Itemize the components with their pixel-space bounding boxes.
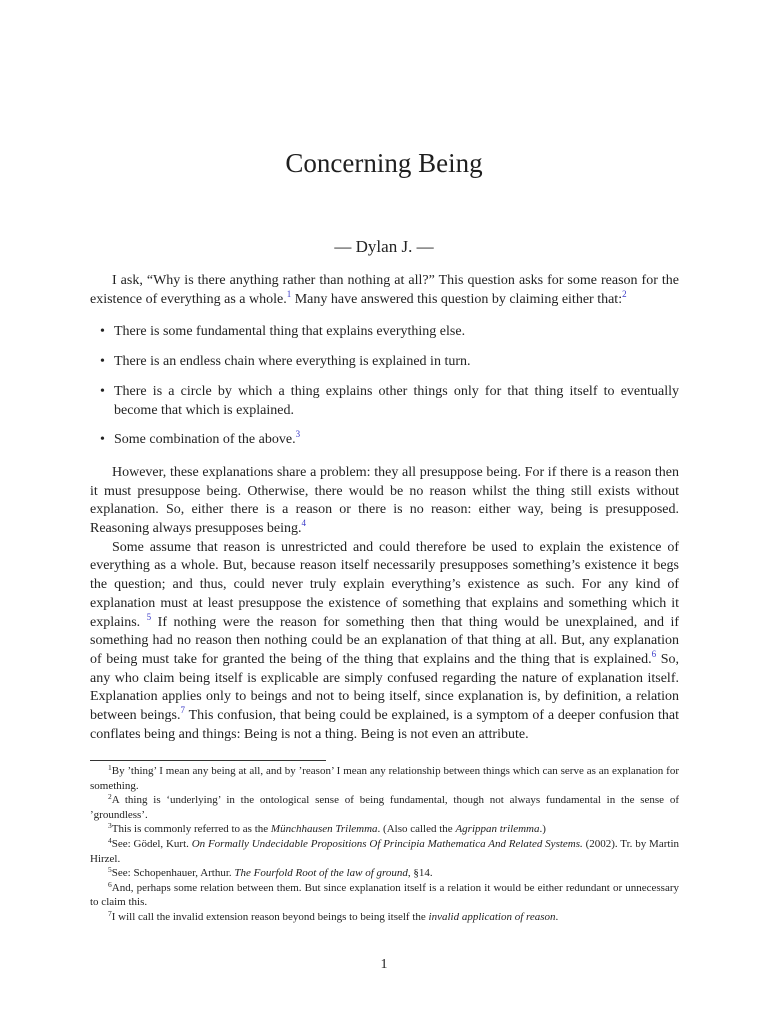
- footnote-number: 5: [108, 865, 112, 875]
- list-item: [100, 429, 679, 450]
- footnote-marker-5[interactable]: 5: [146, 611, 152, 622]
- footnote-marker-7[interactable]: 7: [180, 705, 186, 716]
- footnote-number: 1: [108, 763, 112, 772]
- footnote-number: 7: [108, 908, 112, 918]
- footnote-text: (2002). Tr. by Martin Hirzel.: [90, 837, 679, 865]
- paragraph-presupposition: [90, 464, 679, 539]
- intro-paragraph: [90, 272, 679, 309]
- list-item: [100, 383, 679, 420]
- footnote-text: . (Also called the: [377, 823, 456, 836]
- footnote-text: , §14.: [407, 867, 433, 880]
- list-item-text: There is a circle by which a thing explains other things only for that thing itself to eventually become that which is explained.: [114, 383, 679, 418]
- paragraph-text-a: Some assume that reason is unrestricted and could therefore be used to explain the existence of everything as a whole. But, because reason itself necessarily presupposes something’s existence it begs the question; and thus, could never truly explain everything’s existence as such. For any kind of explanation must at least presuppose the existence of something that explains and something which it explains.: [90, 539, 679, 630]
- footnote-4: [90, 837, 679, 866]
- paragraph-text-b: If nothing were the reason for something then that thing would be unexplained, and if something had no reason then nothing could be an explanation of that thing at all. But, any explanation of being must take for granted the being of the thing that explains and the thing that is explained.: [90, 614, 679, 667]
- footnote-text: See: Schopenhauer, Arthur.: [111, 867, 235, 880]
- footnote-title: Münchhausen Trilemma: [270, 823, 378, 836]
- footnote-text: See: Gödel, Kurt.: [111, 837, 192, 850]
- footnote-marker-2[interactable]: 2: [622, 288, 627, 299]
- footnote-number: 2: [108, 792, 112, 802]
- footnote-marker-4[interactable]: 4: [301, 518, 307, 529]
- list-item-text: There is some fundamental thing that explains everything else.: [114, 324, 466, 340]
- footnote-6: [90, 881, 679, 910]
- footnote-7: [90, 910, 679, 925]
- footnote-marker-6[interactable]: 6: [651, 648, 657, 659]
- bullet-icon: •: [100, 432, 105, 448]
- footnote-text: .): [539, 823, 546, 836]
- paragraph-text: However, these explanations share a problem: they all presuppose being. For if there is a reason then it must presuppose being. Otherwise, there would be no reason whilst the thing still exists without explanation. So, either there is a reason or there is no reason: either way, being is presupposed. Reasoning always presupposes being.: [90, 464, 679, 537]
- footnote-title: invalid application of reason: [428, 910, 556, 923]
- intro-text-b: Many have answered this question by claiming either that:: [291, 291, 623, 307]
- explanation-list: [90, 323, 679, 450]
- footnote-text: This is commonly referred to as the: [111, 823, 271, 836]
- footnote-text: By ’thing’ I mean any being at all, and by ’reason’ I mean any relationship between things which can serve as an explanation for something.: [90, 765, 679, 792]
- footnote-2: [90, 793, 679, 822]
- footnote-1: [90, 764, 679, 793]
- body-text: [90, 272, 679, 744]
- footnotes-section: [90, 764, 679, 925]
- footnote-marker-1[interactable]: 1: [286, 288, 292, 299]
- footnote-marker-3[interactable]: 3: [295, 429, 301, 440]
- list-item-text: Some combination of the above.: [114, 432, 296, 448]
- footnote-number: 4: [108, 835, 112, 845]
- bullet-icon: •: [100, 324, 105, 340]
- list-item: [100, 353, 679, 372]
- footnote-title: Agrippan trilemma: [455, 823, 540, 836]
- footnote-number: 3: [108, 821, 112, 831]
- page-title: Concerning Being: [285, 148, 483, 178]
- footnote-text: I will call the invalid extension reason beyond beings to being itself the: [111, 910, 429, 923]
- footnote-number: 6: [108, 879, 112, 889]
- bullet-icon: •: [100, 383, 105, 399]
- footnote-text: A thing is ‘underlying’ in the ontological sense of being fundamental, though not always fundamental in the sense of ’groundless’.: [90, 794, 679, 821]
- footnote-text: .: [555, 910, 559, 923]
- page-number: 1: [380, 957, 388, 972]
- list-item-text: There is an endless chain where everything is explained in turn.: [114, 354, 471, 370]
- bullet-icon: •: [100, 354, 105, 370]
- list-item: [100, 323, 679, 342]
- intro-text-a: I ask, “Why is there anything rather than nothing at all?” This question asks for some reason for the existence of everything as a whole.: [90, 273, 679, 307]
- footnote-5: [90, 866, 679, 881]
- footnote-title: The Fourfold Root of the law of ground: [234, 867, 408, 880]
- paragraph-text-c: So, any who claim being itself is explicable are simply confused regarding the nature of explanation itself. Explanation applies only to beings and not to being itself, since explanation is, by definition, a relation between beings.: [90, 651, 679, 724]
- footnote-title: On Formally Undecidable Propositions Of Principia Mathematica And Related Systems.: [191, 837, 583, 850]
- footnote-text: And, perhaps some relation between them. But since explanation itself is a relation it would be either redundant or unnecessary to claim this.: [90, 881, 679, 909]
- author-line: — Dylan J. —: [334, 237, 434, 256]
- paragraph-text-d: This confusion, that being could be explained, is a symptom of a deeper confusion that conflates being and things: Being is not a thing. Being is not even an attribute.: [90, 708, 679, 742]
- paragraph-explanation: [90, 539, 679, 745]
- footnote-rule: [90, 760, 326, 761]
- footnote-3: [90, 822, 679, 837]
